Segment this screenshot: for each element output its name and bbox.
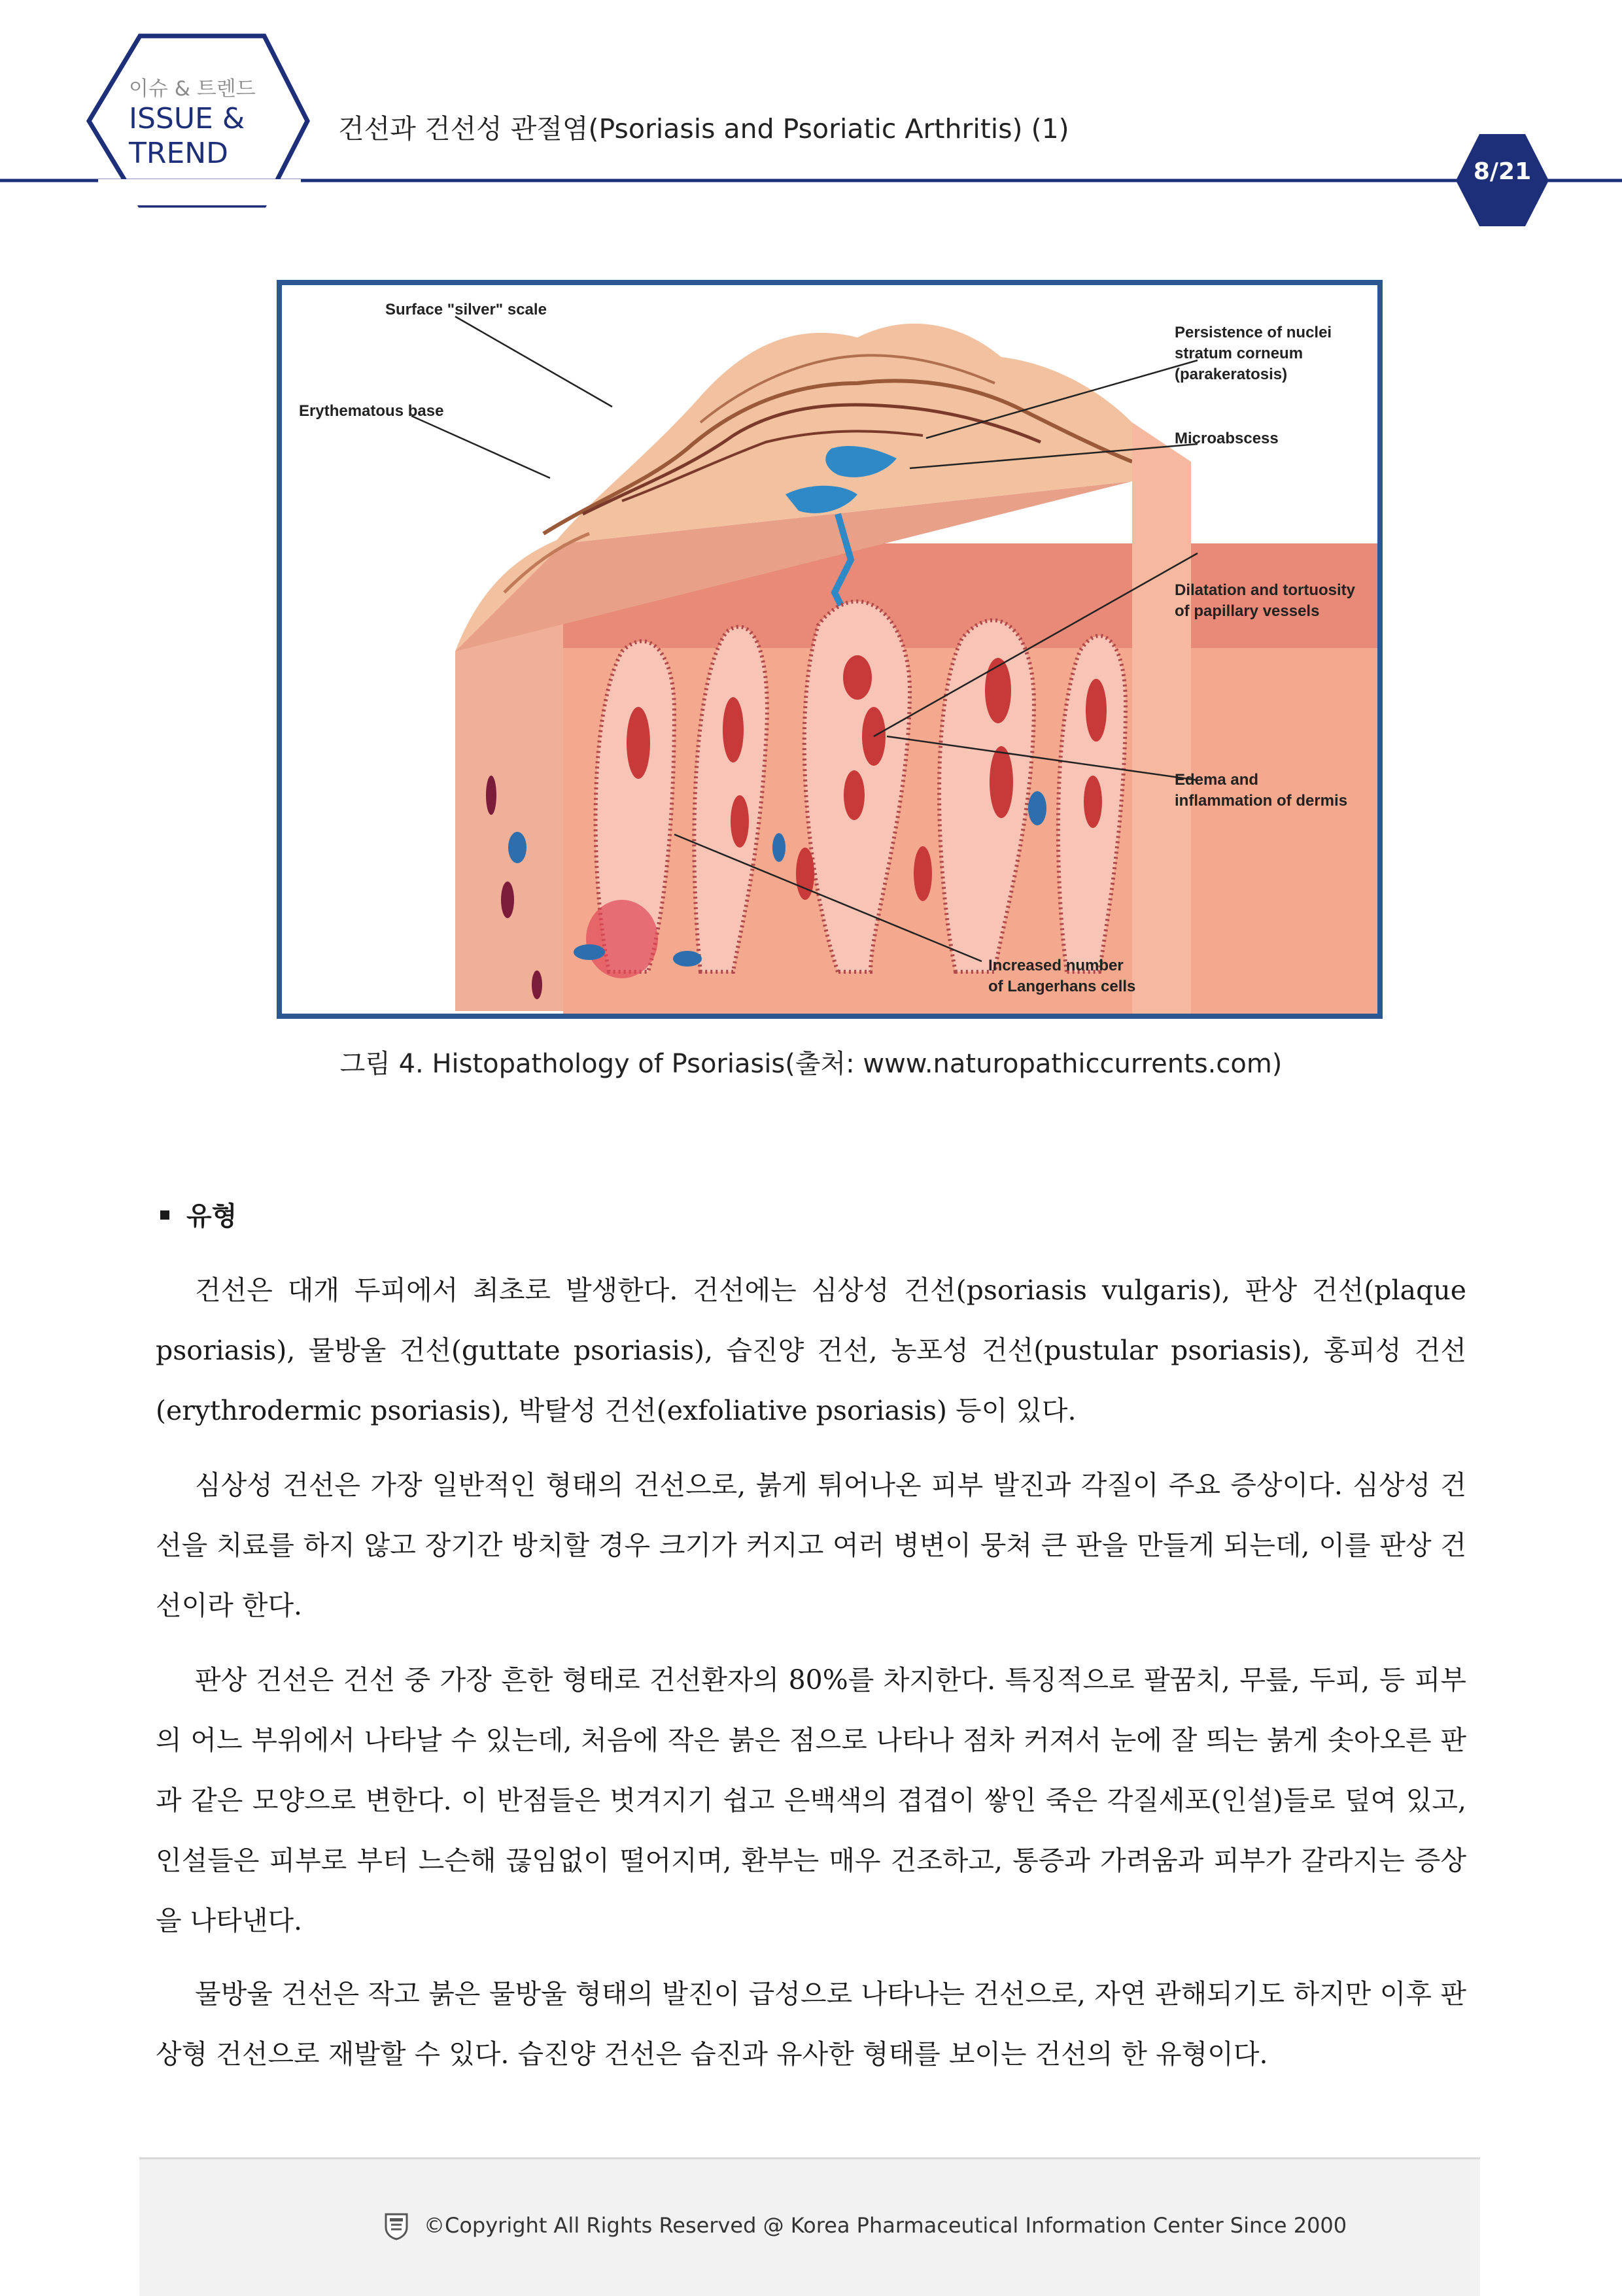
- figure-caption: 그림 4. Histopathology of Psoriasis(출처: www.naturopathiccurrents.com): [339, 1049, 1283, 1079]
- label-langerhans-2: of Langerhans cells: [988, 978, 1136, 995]
- label-surface-scale: Surface "silver" scale: [385, 301, 547, 318]
- label-parakeratosis-3: (parakeratosis): [1175, 366, 1288, 383]
- label-dilatation-2: of papillary vessels: [1175, 602, 1320, 620]
- bullet-square-icon: [160, 1210, 169, 1220]
- kpic-logo-icon: [383, 2212, 409, 2240]
- section-heading: [160, 1195, 237, 1233]
- badge-issue-label: ISSUE &: [129, 102, 245, 135]
- badge-trend-label: TREND: [129, 137, 229, 170]
- label-microabscess: Microabscess: [1175, 430, 1279, 447]
- label-parakeratosis-1: Persistence of nuclei: [1175, 324, 1332, 341]
- psoriasis-histopathology-figure: [277, 280, 1383, 1019]
- page-number: 8/21: [1473, 158, 1532, 185]
- label-erythematous-base: Erythematous base: [299, 402, 444, 420]
- label-langerhans-1: Increased number: [988, 957, 1124, 974]
- section-heading-text: 유형: [186, 1201, 237, 1231]
- label-edema-2: inflammation of dermis: [1175, 792, 1348, 810]
- footer-copyright: ©Copyright All Rights Reserved @ Korea Pharmaceutical Information Center Since 2000: [424, 2213, 1347, 2238]
- paragraph-2: 심상성 건선은 가장 일반적인 형태의 건선으로, 붉게 튀어나온 피부 발진과 각질이 주요 증상이다. 심상성 건선을 치료를 하지 않고 장기간 방치할 경우 크기가 커지고 여러 병변이 뭉쳐 큰 판을 만들게 되는데, 이를 판상 건선이라 한다.: [156, 1469, 1466, 1621]
- paragraph-4: 물방울 건선은 작고 붉은 물방울 형태의 발진이 급성으로 나타나는 건선으로, 자연 관해되기도 하지만 이후 판상형 건선으로 재발할 수 있다. 습진양 건선은 습진과 유사한 형태를 보이는 건선의 한 유형이다.: [156, 1978, 1466, 2070]
- skin-cross-section-illustration: [282, 285, 1377, 1014]
- badge-korean-label: 이슈 & 트렌드: [129, 77, 256, 101]
- paragraph-1: 건선은 대개 두피에서 최초로 발생한다. 건선에는 심상성 건선(psoriasis vulgaris), 판상 건선(plaque psoriasis), 물방울 건선(guttate psoriasis), 습진양 건선, 농포성 건선(pustular psoriasis), 홍피성 건선(erythrodermic psoriasis), 박탈성 건선(exfoliative psoriasis) 등이 있다.: [156, 1275, 1466, 1426]
- label-edema-1: Edema and: [1175, 771, 1259, 789]
- paragraph-3: 판상 건선은 건선 중 가장 흔한 형태로 건선환자의 80%를 차지한다. 특징적으로 팔꿈치, 무릎, 두피, 등 피부의 어느 부위에서 나타날 수 있는데, 처음에 작은 붉은 점으로 나타나 점차 커져서 눈에 잘 띄는 붉게 솟아오른 판과 같은 모양으로 변한다. 이 반점들은 벗겨지기 쉽고 은백색의 겹겹이 쌓인 죽은 각질세포(인설)들로 덮여 있고, 인설들은 피부로 부터 느슨해 끊임없이 떨어지며, 환부는 매우 건조하고, 통증과 가려움과 피부가 갈라지는 증상을 나타낸다.: [156, 1664, 1466, 1936]
- document-title: 건선과 건선성 관절염(Psoriasis and Psoriatic Arthritis) (1): [338, 113, 1069, 145]
- label-parakeratosis-2: stratum corneum: [1175, 345, 1303, 362]
- label-dilatation-1: Dilatation and tortuosity: [1175, 581, 1355, 599]
